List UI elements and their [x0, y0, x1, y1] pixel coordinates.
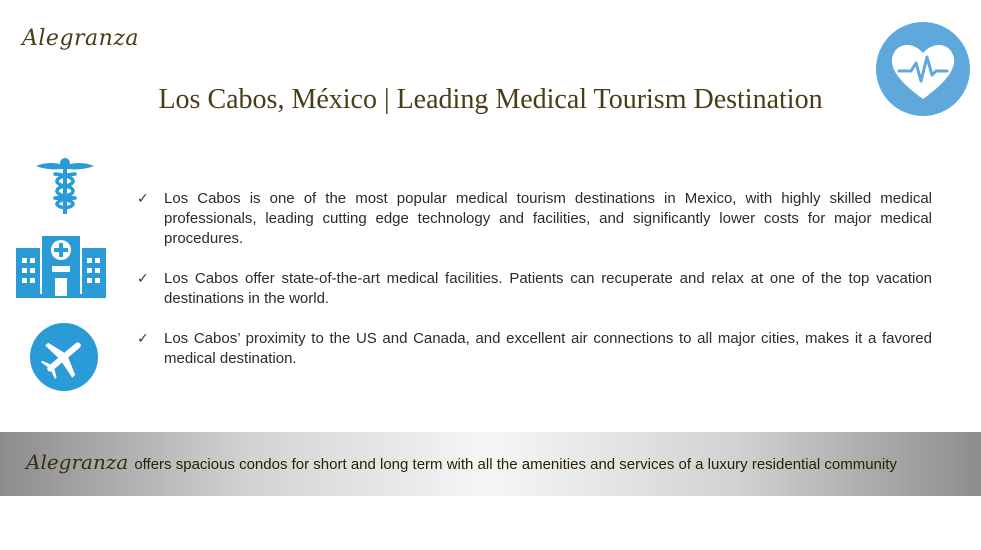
checkmark-icon: ✓	[137, 271, 149, 287]
banner-message: offers spacious condos for short and long term with all the amenities and services of a luxury residential community	[134, 456, 897, 473]
caduceus-icon	[33, 156, 97, 218]
page-title: Los Cabos, México | Leading Medical Tourism Destination	[158, 84, 823, 115]
brand-logo: Alegranza	[22, 26, 140, 51]
bullet-list	[137, 189, 932, 389]
bullet-item	[137, 329, 932, 369]
checkmark-icon: ✓	[137, 191, 149, 207]
bullet-text: Los Cabos offer state-of-the-art medical facilities. Patients can recuperate and relax at one of the top vacation destinations in the world.	[164, 270, 932, 307]
bullet-text: Los Cabos is one of the most popular medical tourism destinations in Mexico, with highly skilled medical professionals, leading cutting edge technology and facilities, and significantly lower costs for major medical procedures.	[164, 190, 932, 247]
footer-banner	[0, 432, 981, 496]
banner-text	[26, 450, 897, 474]
bullet-text: Los Cabos’ proximity to the US and Canada, and excellent air connections to all major cities, makes it a favored medical destination.	[164, 330, 932, 367]
banner-brand: Alegranza	[26, 450, 129, 474]
bullet-item	[137, 269, 932, 309]
heart-pulse-icon	[875, 21, 971, 117]
airplane-icon	[29, 322, 99, 392]
checkmark-icon: ✓	[137, 331, 149, 347]
hospital-icon	[16, 234, 106, 298]
bullet-item	[137, 189, 932, 249]
